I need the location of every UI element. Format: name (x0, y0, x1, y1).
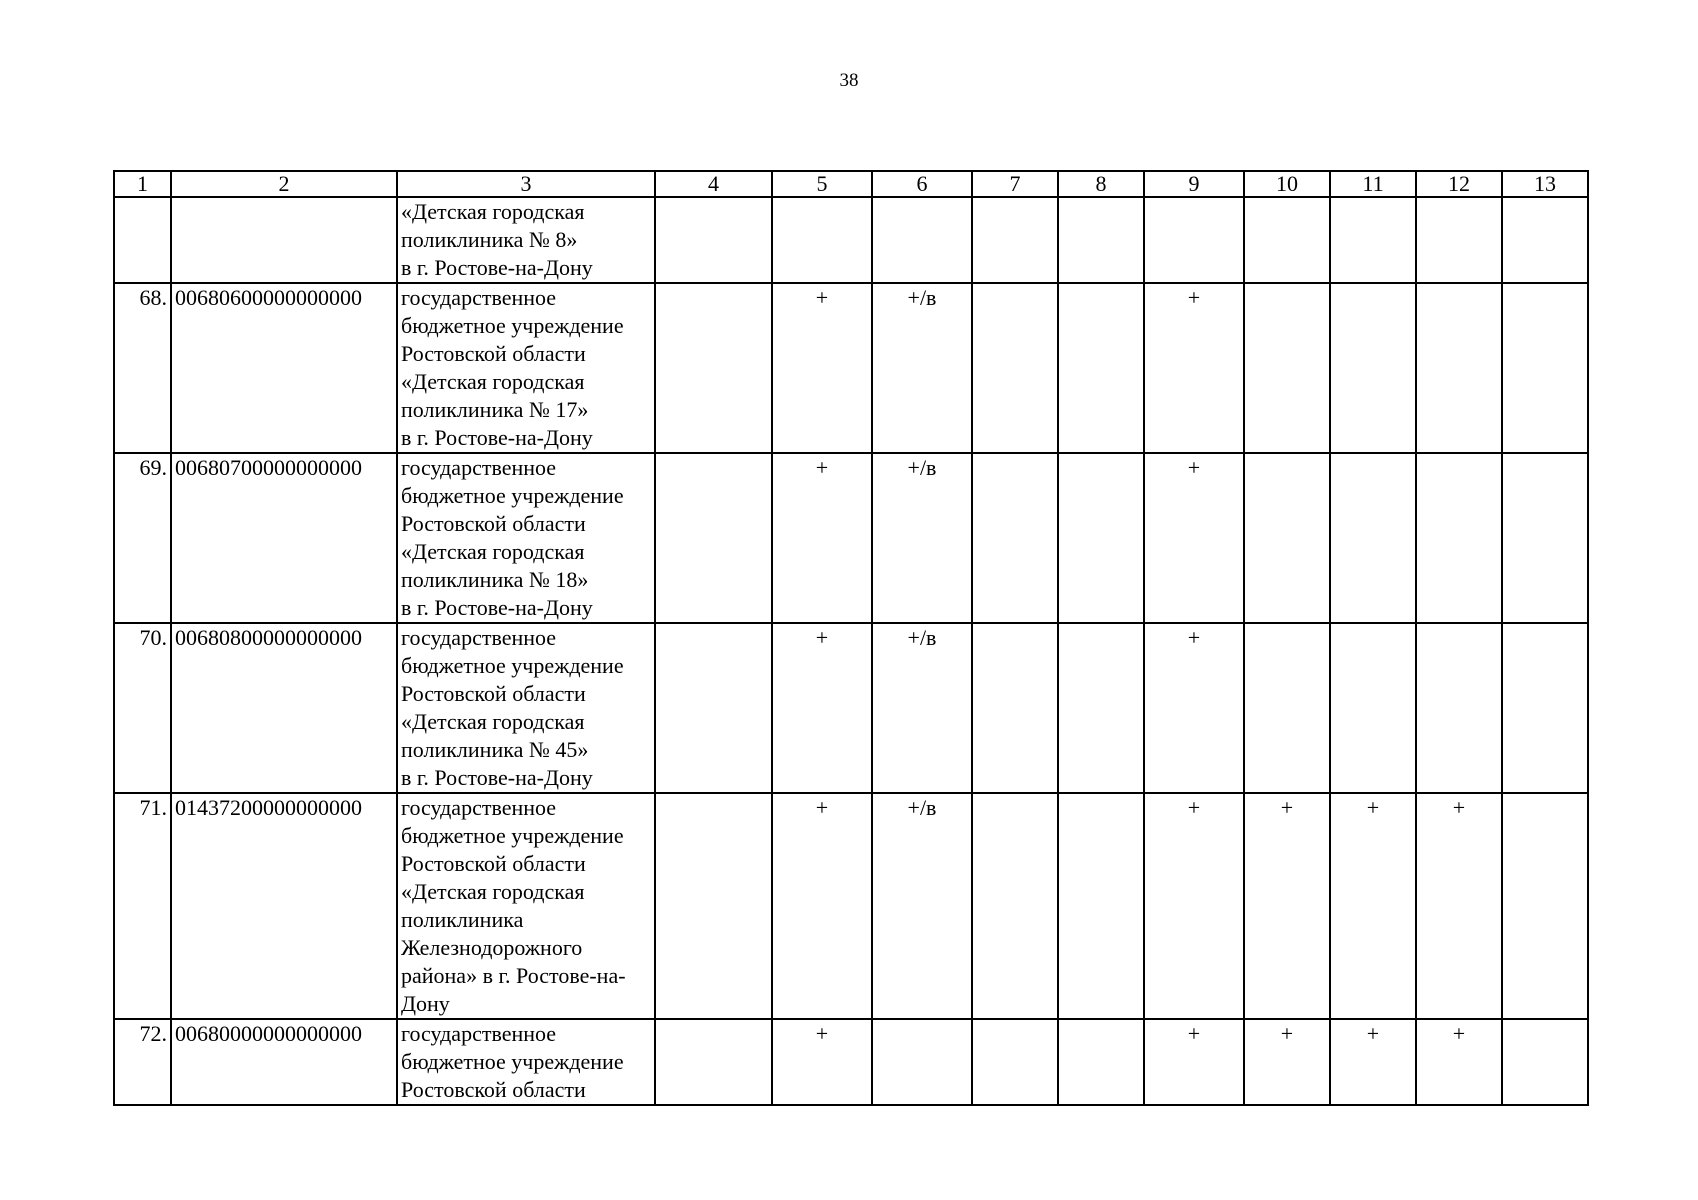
organization-name-line: поликлиника № 8» (401, 227, 578, 252)
organization-name-line: Железнодорожного (401, 935, 583, 960)
column-header-7: 7 (972, 171, 1058, 197)
organization-name-line: бюджетное учреждение (401, 313, 624, 338)
mark-cell-col-7 (972, 793, 1058, 1019)
mark-cell-col-6: +/в (872, 623, 972, 793)
mark-cell-col-7 (972, 623, 1058, 793)
organization-name-line: поликлиника (401, 907, 524, 932)
header-row (114, 171, 1588, 197)
mark-cell-col-11 (1330, 283, 1416, 453)
mark-cell-col-12 (1416, 197, 1502, 283)
organization-name-line: Ростовской области (401, 511, 586, 536)
mark-cell-col-4 (655, 623, 772, 793)
mark-cell-col-9: + (1144, 793, 1244, 1019)
mark-cell-col-11: + (1330, 1019, 1416, 1105)
organization-name-line: государственное (401, 285, 557, 310)
mark-cell-col-7 (972, 197, 1058, 283)
organization-name-line: государственное (401, 1021, 557, 1046)
registry-code-cell: 00680700000000000 (171, 453, 397, 623)
registry-code-cell: 00680000000000000 (171, 1019, 397, 1105)
mark-cell-col-10 (1244, 623, 1330, 793)
organization-name-line: Ростовской области (401, 681, 586, 706)
mark-cell-col-6 (872, 1019, 972, 1105)
page-number: 38 (839, 70, 859, 91)
mark-cell-col-5: + (772, 1019, 872, 1105)
organization-name-line: «Детская городская (401, 199, 585, 224)
organization-name-line: Ростовской области (401, 851, 586, 876)
organization-name-line: бюджетное учреждение (401, 823, 624, 848)
organization-name-line: поликлиника № 45» (401, 737, 589, 762)
table-row (114, 1019, 1588, 1105)
mark-cell-col-7 (972, 1019, 1058, 1105)
table-row (114, 197, 1588, 283)
organization-name-line: в г. Ростове-на-Дону (401, 425, 593, 450)
registry-code-cell: 00680800000000000 (171, 623, 397, 793)
mark-cell-col-5: + (772, 453, 872, 623)
organization-name-line: в г. Ростове-на-Дону (401, 255, 593, 280)
organization-name-line: «Детская городская (401, 709, 585, 734)
table-row (114, 623, 1588, 793)
mark-cell-col-4 (655, 283, 772, 453)
mark-cell-col-10: + (1244, 793, 1330, 1019)
organization-name-line: поликлиника № 17» (401, 397, 589, 422)
mark-cell-col-9: + (1144, 1019, 1244, 1105)
row-number-cell (114, 197, 171, 283)
mark-cell-col-12: + (1416, 793, 1502, 1019)
mark-cell-col-11: + (1330, 793, 1416, 1019)
mark-cell-col-8 (1058, 623, 1144, 793)
mark-cell-col-8 (1058, 197, 1144, 283)
column-header-6: 6 (872, 171, 972, 197)
mark-cell-col-8 (1058, 793, 1144, 1019)
mark-cell-col-13 (1502, 793, 1588, 1019)
organization-name-cell (397, 623, 655, 793)
mark-cell-col-5: + (772, 793, 872, 1019)
registry-code-cell: 01437200000000000 (171, 793, 397, 1019)
registry-table (113, 170, 1589, 1106)
organization-name-line: «Детская городская (401, 539, 585, 564)
mark-cell-col-9: + (1144, 453, 1244, 623)
organization-name-line: Ростовской области (401, 341, 586, 366)
row-number-cell: 71. (114, 793, 171, 1019)
mark-cell-col-4 (655, 197, 772, 283)
mark-cell-col-5 (772, 197, 872, 283)
organization-name-cell (397, 793, 655, 1019)
mark-cell-col-13 (1502, 197, 1588, 283)
organization-name-line: поликлиника № 18» (401, 567, 589, 592)
mark-cell-col-13 (1502, 453, 1588, 623)
mark-cell-col-10: + (1244, 1019, 1330, 1105)
mark-cell-col-6: +/в (872, 283, 972, 453)
mark-cell-col-8 (1058, 453, 1144, 623)
table-body (114, 197, 1588, 1105)
mark-cell-col-7 (972, 283, 1058, 453)
registry-code-cell: 00680600000000000 (171, 283, 397, 453)
mark-cell-col-10 (1244, 283, 1330, 453)
mark-cell-col-8 (1058, 283, 1144, 453)
mark-cell-col-13 (1502, 283, 1588, 453)
column-header-4: 4 (655, 171, 772, 197)
organization-name-line: государственное (401, 455, 557, 480)
organization-name-line: «Детская городская (401, 879, 585, 904)
mark-cell-col-4 (655, 453, 772, 623)
mark-cell-col-9: + (1144, 283, 1244, 453)
mark-cell-col-4 (655, 793, 772, 1019)
mark-cell-col-11 (1330, 623, 1416, 793)
column-header-8: 8 (1058, 171, 1144, 197)
organization-name-line: района» в г. Ростове-на- (401, 963, 626, 988)
mark-cell-col-11 (1330, 453, 1416, 623)
mark-cell-col-6: +/в (872, 453, 972, 623)
table-row (114, 283, 1588, 453)
organization-name-line: бюджетное учреждение (401, 483, 624, 508)
mark-cell-col-7 (972, 453, 1058, 623)
column-header-2: 2 (171, 171, 397, 197)
organization-name-line: бюджетное учреждение (401, 1049, 624, 1074)
mark-cell-col-5: + (772, 283, 872, 453)
mark-cell-col-12 (1416, 623, 1502, 793)
mark-cell-col-10 (1244, 197, 1330, 283)
column-header-10: 10 (1244, 171, 1330, 197)
column-header-13: 13 (1502, 171, 1588, 197)
organization-name-line: в г. Ростове-на-Дону (401, 595, 593, 620)
mark-cell-col-13 (1502, 623, 1588, 793)
mark-cell-col-11 (1330, 197, 1416, 283)
mark-cell-col-13 (1502, 1019, 1588, 1105)
mark-cell-col-4 (655, 1019, 772, 1105)
registry-code-cell (171, 197, 397, 283)
row-number-cell: 70. (114, 623, 171, 793)
column-header-9: 9 (1144, 171, 1244, 197)
column-header-3: 3 (397, 171, 655, 197)
mark-cell-col-6: +/в (872, 793, 972, 1019)
row-number-cell: 68. (114, 283, 171, 453)
column-header-1: 1 (114, 171, 171, 197)
organization-name-line: Дону (401, 991, 450, 1016)
mark-cell-col-9: + (1144, 623, 1244, 793)
organization-name-line: в г. Ростове-на-Дону (401, 765, 593, 790)
row-number-cell: 72. (114, 1019, 171, 1105)
row-number-cell: 69. (114, 453, 171, 623)
column-header-5: 5 (772, 171, 872, 197)
organization-name-line: бюджетное учреждение (401, 653, 624, 678)
organization-name-cell (397, 453, 655, 623)
mark-cell-col-12 (1416, 283, 1502, 453)
mark-cell-col-12 (1416, 453, 1502, 623)
organization-name-cell (397, 1019, 655, 1105)
mark-cell-col-9 (1144, 197, 1244, 283)
organization-name-cell (397, 197, 655, 283)
mark-cell-col-10 (1244, 453, 1330, 623)
organization-name-line: государственное (401, 625, 557, 650)
mark-cell-col-8 (1058, 1019, 1144, 1105)
organization-name-line: Ростовской области (401, 1077, 586, 1102)
organization-name-line: «Детская городская (401, 369, 585, 394)
mark-cell-col-12: + (1416, 1019, 1502, 1105)
column-header-12: 12 (1416, 171, 1502, 197)
mark-cell-col-6 (872, 197, 972, 283)
mark-cell-col-5: + (772, 623, 872, 793)
organization-name-line: государственное (401, 795, 557, 820)
table-row (114, 453, 1588, 623)
table-row (114, 793, 1588, 1019)
column-header-11: 11 (1330, 171, 1416, 197)
organization-name-cell (397, 283, 655, 453)
